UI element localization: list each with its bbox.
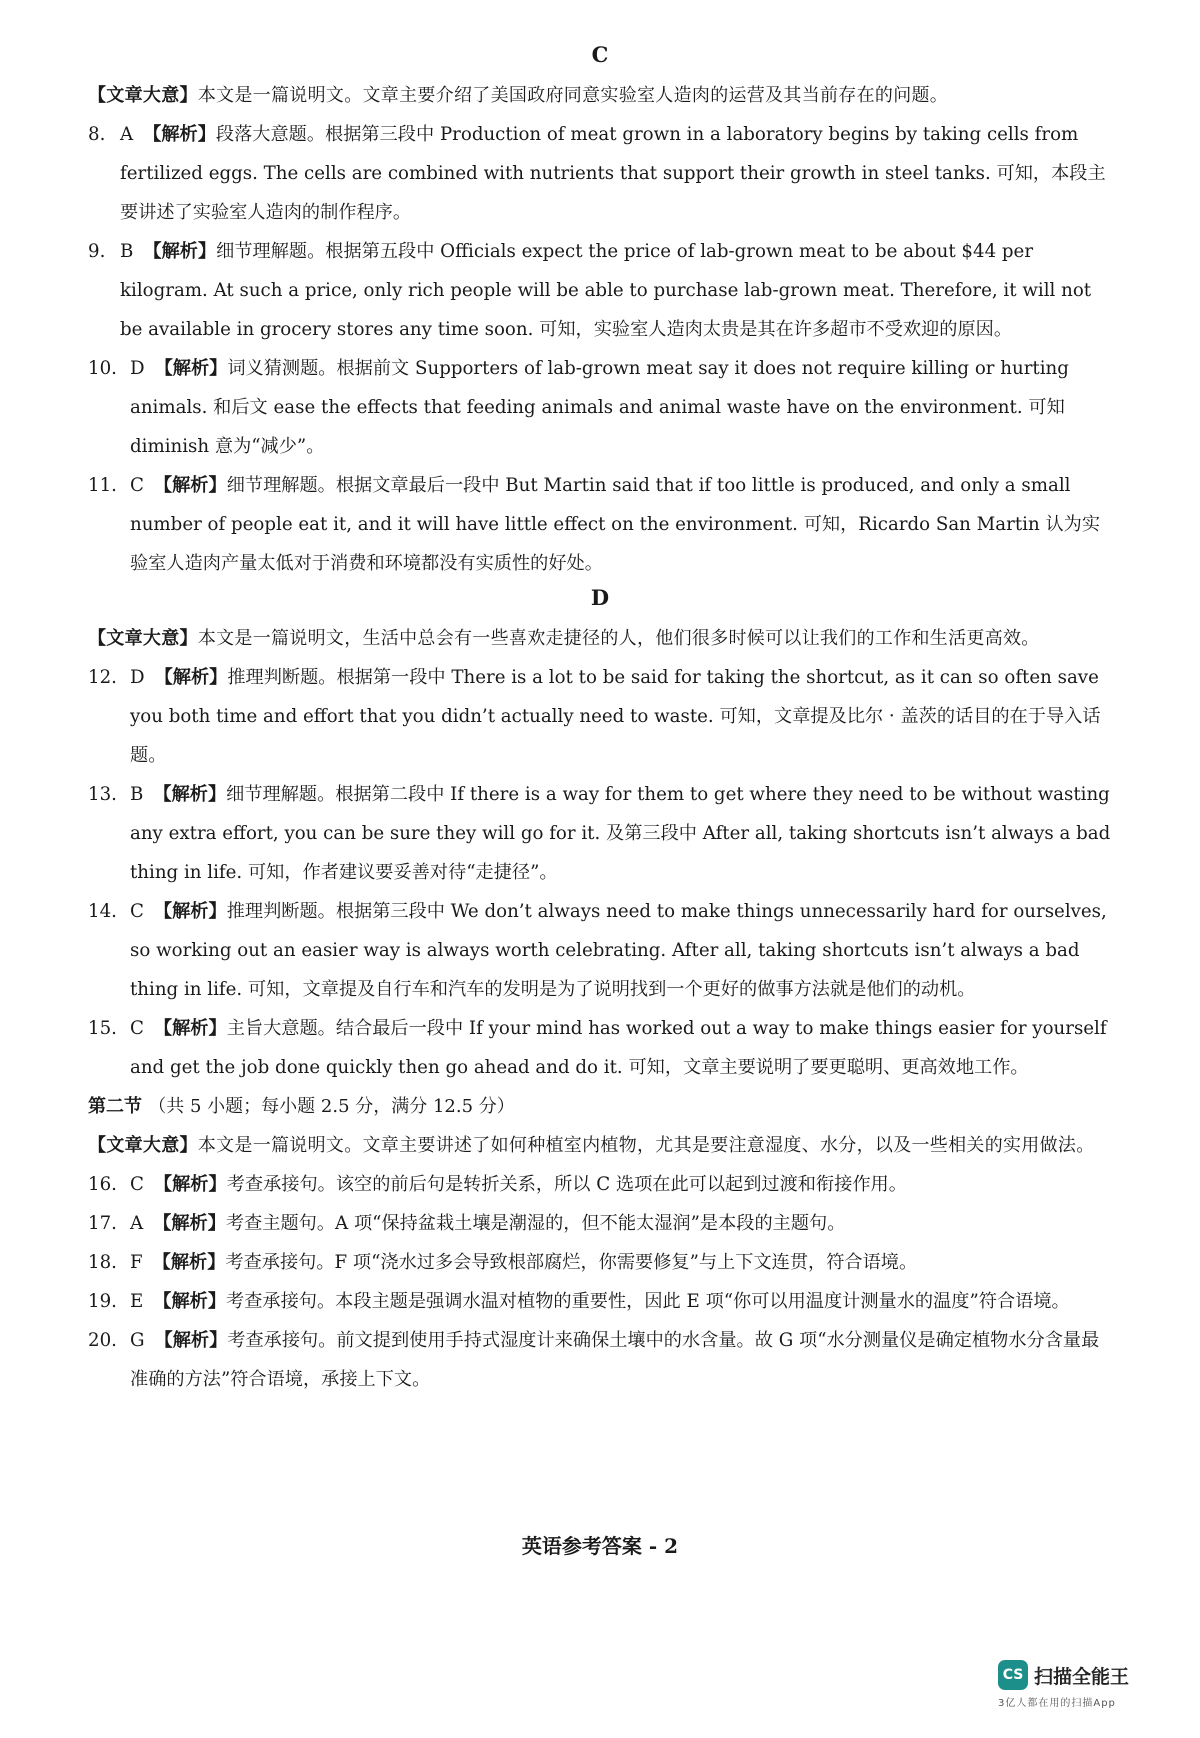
- answer-item-10: [88, 349, 1112, 466]
- summary-text: 本文是一篇说明文，生活中总会有一些喜欢走捷径的人，他们很多时候可以让我们的工作和生活更高效。: [197, 628, 1040, 649]
- item-number: 15.: [88, 1018, 117, 1039]
- analysis-tag: 【解析】: [153, 1213, 226, 1234]
- answer-item-9: [88, 232, 1112, 349]
- item-number: 12.: [88, 667, 117, 688]
- section-heading-c: C: [591, 42, 609, 67]
- answer-content: [88, 40, 1112, 1399]
- analysis-text: 考查承接句。本段主题是强调水温对植物的重要性，因此 E 项“你可以用温度计测量水的温度”符合语境。: [226, 1291, 1070, 1312]
- analysis-tag: 【解析】: [153, 901, 227, 922]
- analysis-tag: 【解析】: [153, 1018, 227, 1039]
- item-number: 18.: [88, 1252, 117, 1273]
- item-number: 17.: [88, 1213, 117, 1234]
- answer-item-11: [88, 466, 1112, 583]
- article-summary-d: [88, 619, 1112, 658]
- article-summary-section-two: [88, 1126, 1112, 1165]
- answer-item-8: [88, 115, 1112, 232]
- scanner-watermark: [998, 1660, 1148, 1709]
- section-two-points: （共 5 小题；每小题 2.5 分，满分 12.5 分）: [148, 1096, 515, 1117]
- item-answer: F: [130, 1252, 143, 1273]
- analysis-text: 推理判断题。根据第三段中 We don’t always need to make things unnecessarily hard for ourselves, so working out an easier way is always worth celebrating. After all, taking shortcuts isn’t always a bad thing in life. 可知，文章提及自行车和汽车的发明是为了说明找到一个更好的做事方法就是他们的动机。: [130, 901, 1107, 1000]
- analysis-tag: 【解析】: [154, 1330, 228, 1351]
- answer-item-15: [88, 1009, 1112, 1087]
- analysis-tag: 【解析】: [153, 1174, 227, 1195]
- item-answer: B: [130, 784, 144, 805]
- item-answer: B: [120, 241, 134, 262]
- item-answer: D: [130, 358, 145, 379]
- analysis-tag: 【解析】: [143, 124, 216, 145]
- analysis-tag: 【解析】: [154, 358, 228, 379]
- analysis-text: 考查主题句。A 项“保持盆栽土壤是潮湿的，但不能太湿润”是本段的主题句。: [225, 1213, 846, 1234]
- analysis-tag: 【解析】: [153, 1291, 227, 1312]
- analysis-text: 考查承接句。F 项“浇水过多会导致根部腐烂，你需要修复”与上下文连贯，符合语境。: [225, 1252, 918, 1273]
- analysis-text: 细节理解题。根据文章最后一段中 But Martin said that if too little is produced, and only a small number of people eat it, and it will have little effect on the environment. 可知，Ricardo San Martin 认为实验室人造肉产量太低对于消费和环境都没有实质性的好处。: [130, 475, 1101, 574]
- item-answer: C: [130, 475, 144, 496]
- item-number: 19.: [88, 1291, 117, 1312]
- answer-item-18: [88, 1243, 1112, 1282]
- item-number: 16.: [88, 1174, 117, 1195]
- answer-item-13: [88, 775, 1112, 892]
- item-answer: E: [130, 1291, 144, 1312]
- section-heading-d: D: [590, 585, 610, 610]
- item-answer: D: [130, 667, 145, 688]
- item-number: 13.: [88, 784, 117, 805]
- item-number: 14.: [88, 901, 117, 922]
- analysis-text: 推理判断题。根据第一段中 There is a lot to be said for taking the shortcut, as it can so often save you both time and effort that you didn’t actually need to waste. 可知，文章提及比尔 · 盖茨的话目的在于导入话题。: [130, 667, 1101, 766]
- answer-item-14: [88, 892, 1112, 1009]
- item-number: 20.: [88, 1330, 117, 1351]
- summary-text: 本文是一篇说明文。文章主要讲述了如何种植室内植物，尤其是要注意湿度、水分，以及一些相关的实用做法。: [197, 1135, 1095, 1156]
- camscanner-logo-icon: CS: [998, 1660, 1028, 1690]
- page-footer: 英语参考答案 - 2: [521, 1534, 679, 1558]
- summary-tag: 【文章大意】: [88, 628, 198, 649]
- analysis-tag: 【解析】: [143, 241, 217, 262]
- analysis-tag: 【解析】: [152, 1252, 226, 1273]
- section-two-title: 第二节: [88, 1096, 142, 1117]
- item-number: 9.: [88, 241, 106, 262]
- summary-text: 本文是一篇说明文。文章主要介绍了美国政府同意实验室人造肉的运营及其当前存在的问题。: [197, 85, 949, 106]
- item-answer: A: [130, 1213, 144, 1234]
- item-answer: G: [130, 1330, 145, 1351]
- analysis-tag: 【解析】: [154, 667, 228, 688]
- watermark-slogan: 3亿人都在用的扫描App: [998, 1698, 1116, 1709]
- item-answer: A: [120, 124, 134, 145]
- analysis-text: 段落大意题。根据第三段中 Production of meat grown in a laboratory begins by taking cells from fertilized eggs. The cells are combined with nutrients that support their growth in steel tanks. 可知，本段主要讲述了实验室人造肉的制作程序。: [120, 124, 1106, 223]
- summary-tag: 【文章大意】: [88, 1135, 198, 1156]
- analysis-text: 词义猜测题。根据前文 Supporters of lab-grown meat say it does not require killing or hurting animals. 和后文 ease the effects that feeding animals and animal waste have on the environment. 可知 diminish 意为“减少”。: [130, 358, 1069, 457]
- item-number: 11.: [88, 475, 117, 496]
- analysis-text: 细节理解题。根据第五段中 Officials expect the price of lab-grown meat to be about $44 per kilogram. At such a price, only rich people will be able to purchase lab-grown meat. Therefore, it will not be available in grocery stores any time soon. 可知，实验室人造肉太贵是其在许多超市不受欢迎的原因。: [120, 241, 1092, 340]
- analysis-text: 主旨大意题。结合最后一段中 If your mind has worked out a way to make things easier for yourself and get the job done quickly then go ahead and do it. 可知，文章主要说明了要更聪明、更高效地工作。: [130, 1018, 1107, 1078]
- analysis-tag: 【解析】: [153, 475, 227, 496]
- answer-item-20: [88, 1321, 1112, 1399]
- answer-item-12: [88, 658, 1112, 775]
- analysis-tag: 【解析】: [153, 784, 227, 805]
- summary-tag: 【文章大意】: [88, 85, 198, 106]
- analysis-text: 细节理解题。根据第二段中 If there is a way for them to get where they need to be without wasting any extra effort, you can be sure they will go for it. 及第三段中 After all, taking shortcuts isn’t always a bad thing in life. 可知，作者建议要妥善对待“走捷径”。: [130, 784, 1111, 883]
- item-answer: C: [130, 901, 144, 922]
- item-answer: C: [130, 1018, 144, 1039]
- answer-item-16: [88, 1165, 1112, 1204]
- watermark-app-name: 扫描全能王: [1034, 1665, 1130, 1688]
- analysis-text: 考查承接句。该空的前后句是转折关系，所以 C 选项在此可以起到过渡和衔接作用。: [226, 1174, 907, 1195]
- item-answer: C: [130, 1174, 144, 1195]
- article-summary-c: [88, 76, 1112, 115]
- analysis-text: 考查承接句。前文提到使用手持式湿度计来确保土壤中的水含量。故 G 项“水分测量仪是确定植物水分含量最准确的方法”符合语境，承接上下文。: [130, 1330, 1100, 1390]
- section-two-heading: [88, 1087, 1112, 1126]
- answer-item-19: [88, 1282, 1112, 1321]
- answer-item-17: [88, 1204, 1112, 1243]
- item-number: 8.: [88, 124, 106, 145]
- item-number: 10.: [88, 358, 117, 379]
